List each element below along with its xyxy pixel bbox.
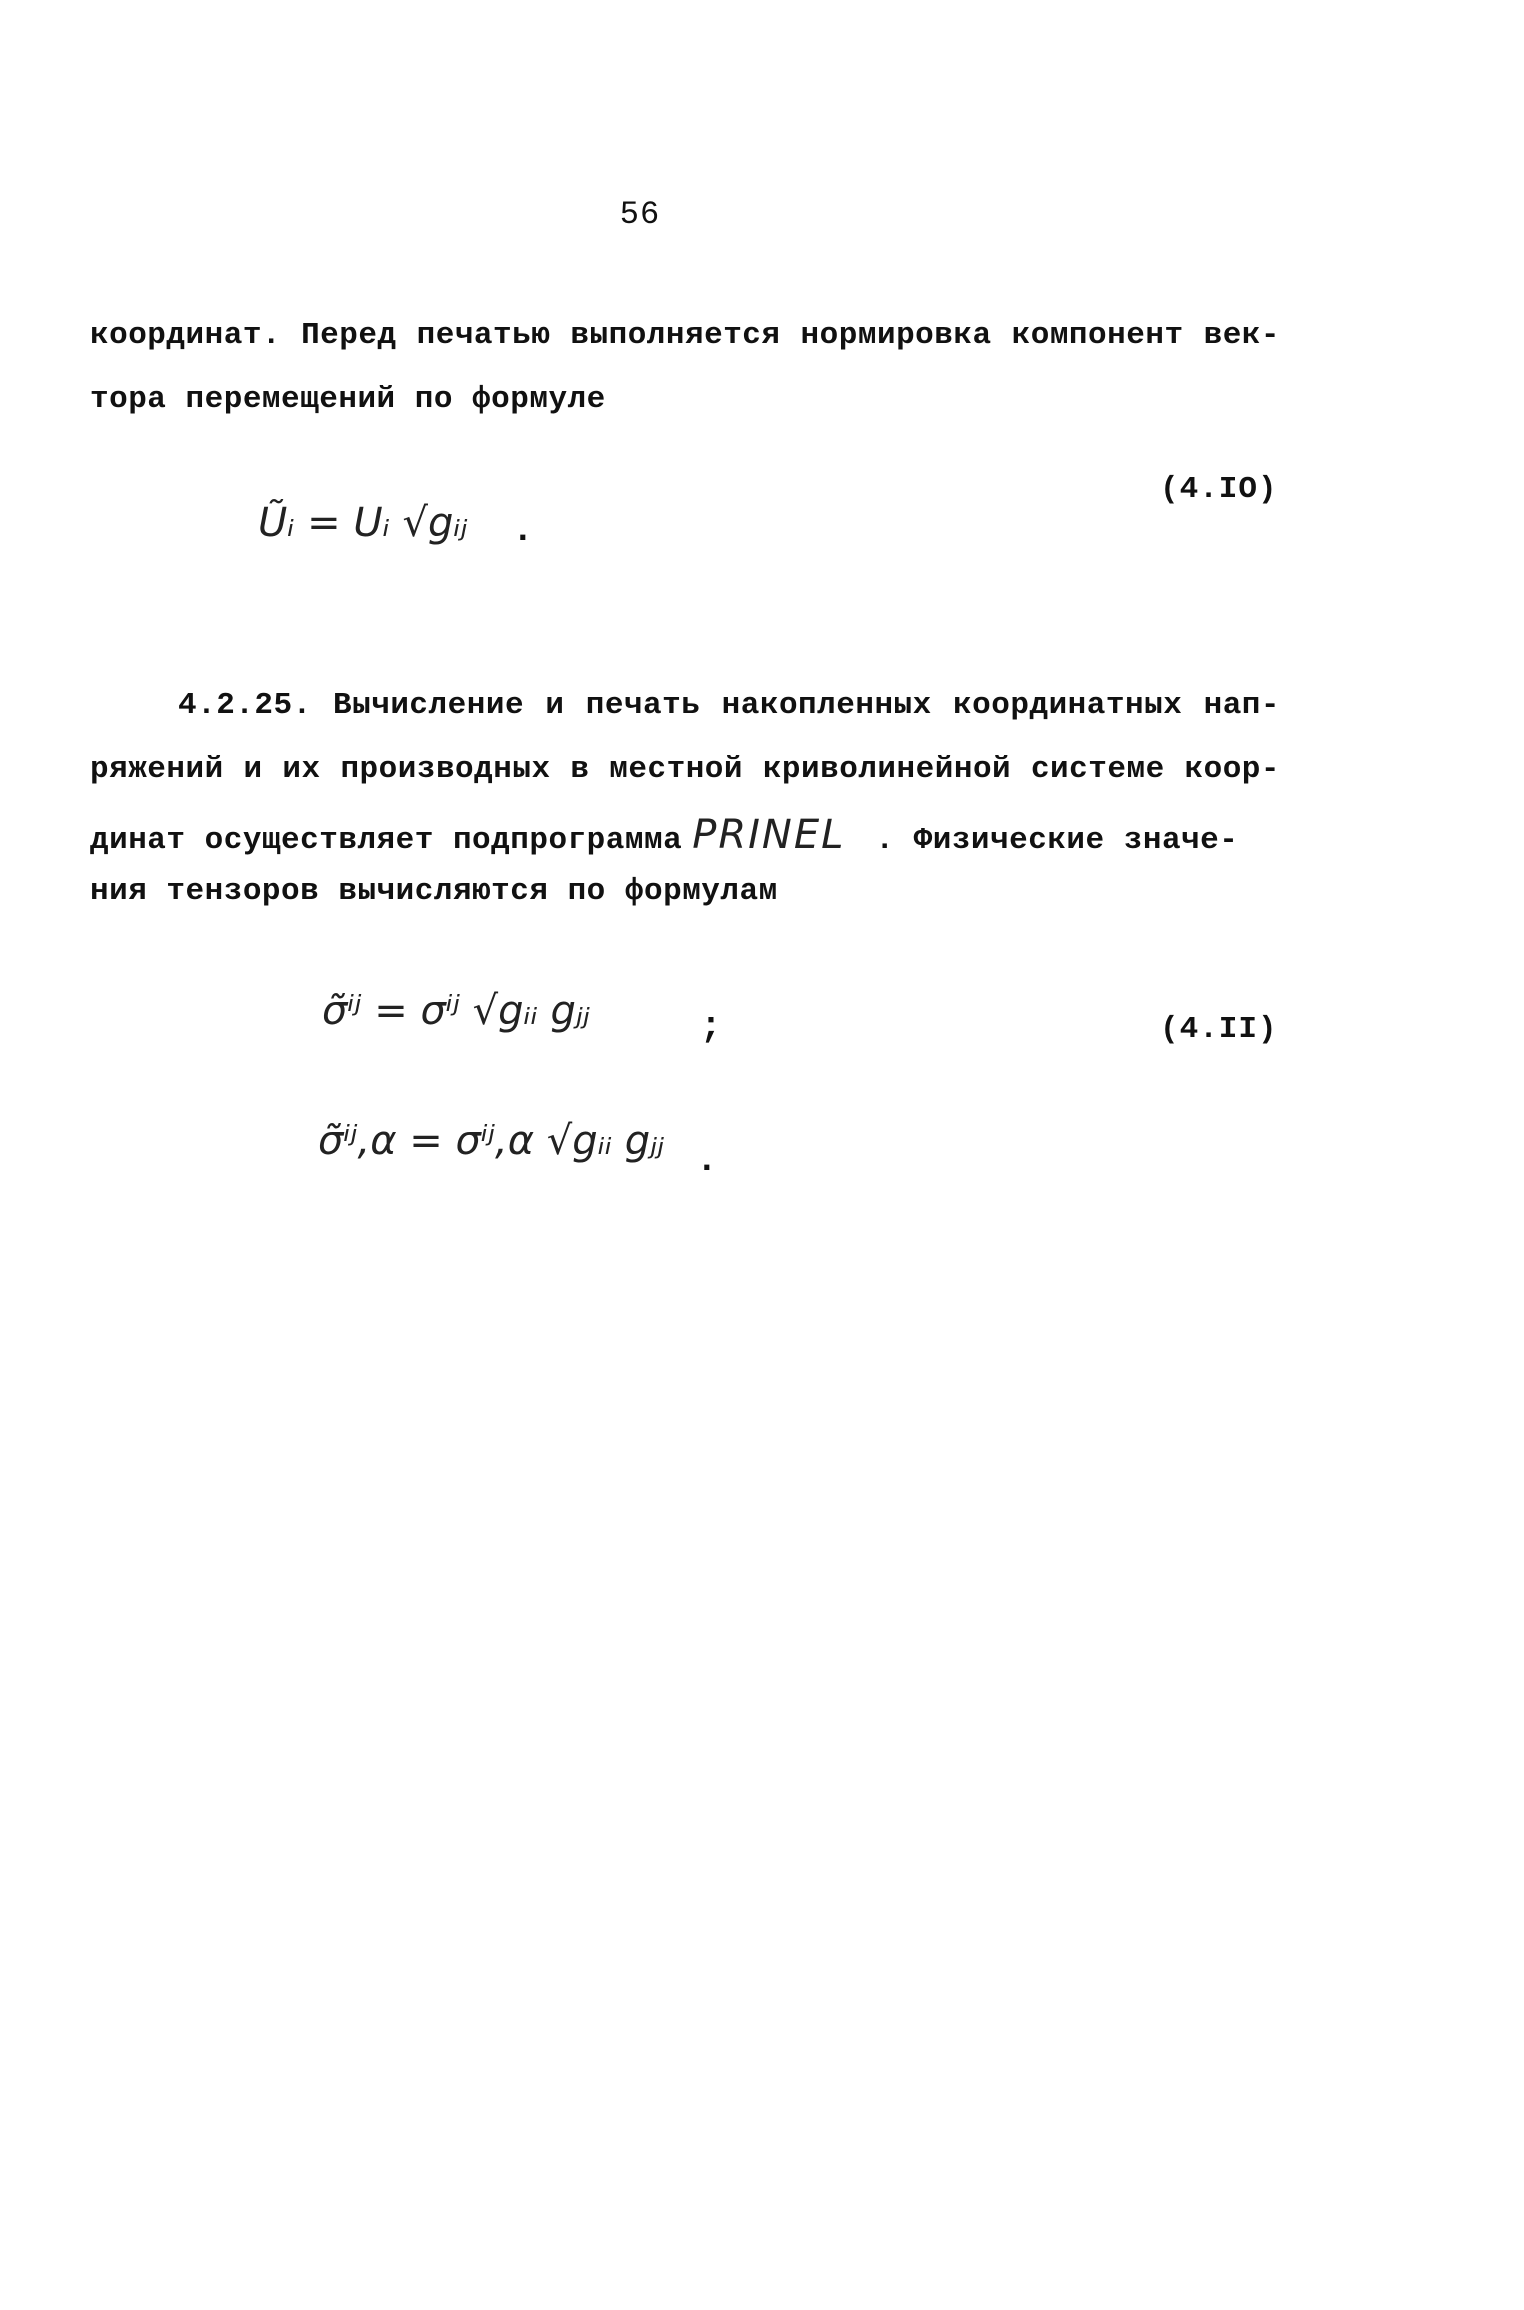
paragraph-2-line-1: 4.2.25. Вычисление и печать накопленных координатных нап- bbox=[178, 688, 1280, 723]
paragraph-1-line-2: тора перемещений по формуле bbox=[90, 382, 606, 417]
equation-number-4-11: (4.II) bbox=[1160, 1012, 1278, 1047]
formula-4-11-stress-terminator: ; bbox=[700, 1006, 722, 1047]
paragraph-2-line-4: ния тензоров вычисляются по формулам bbox=[90, 874, 778, 909]
paragraph-1-line-1: координат. Перед печатью выполняется нормировка компонент век- bbox=[90, 318, 1280, 353]
equation-number-4-10: (4.IO) bbox=[1160, 472, 1278, 507]
paragraph-2-line-3 bbox=[90, 812, 1280, 858]
page-number: 56 bbox=[619, 196, 661, 233]
formula-4-11-derivative-terminator: . bbox=[696, 1140, 718, 1181]
paragraph-2-line-3-start: динат осуществляет подпрограмма bbox=[90, 823, 683, 858]
formula-4-10: Ũᵢ = Uᵢ √gᵢⱼ bbox=[258, 500, 468, 546]
paragraph-2-line-3-end: . Физические значе- bbox=[875, 823, 1239, 858]
paragraph-2-line-2: ряжений и их производных в местной криволинейной системе коор- bbox=[90, 752, 1280, 787]
formula-4-10-terminator: . bbox=[512, 510, 534, 551]
subroutine-name-prinel: PRINEL bbox=[692, 812, 846, 858]
formula-4-11-derivative: σ̃ⁱʲ,α = σⁱʲ,α √gᵢᵢ gⱼⱼ bbox=[318, 1118, 665, 1164]
formula-4-11-stress: σ̃ⁱʲ = σⁱʲ √gᵢᵢ gⱼⱼ bbox=[322, 988, 590, 1034]
